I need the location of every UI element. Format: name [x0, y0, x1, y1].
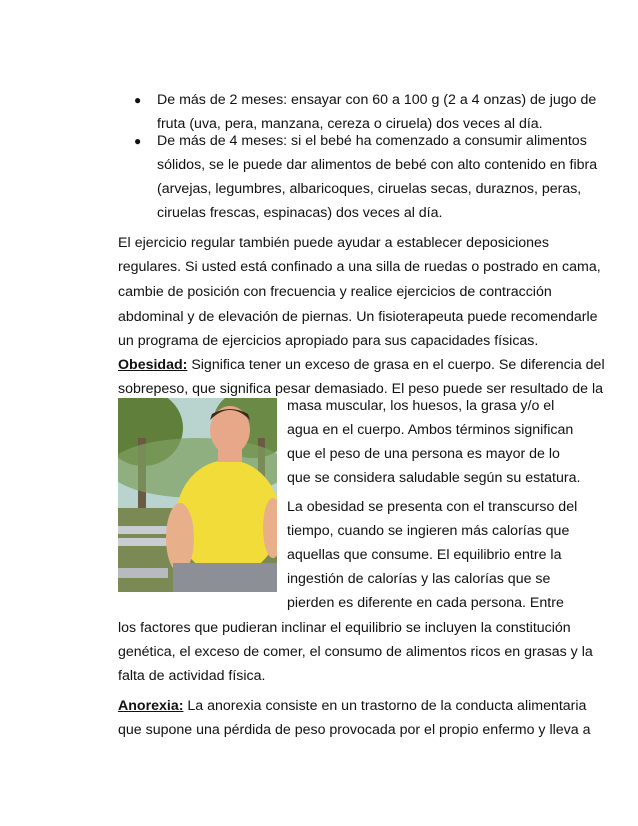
- anorexia-line-2: que supone una pérdida de peso provocada por el propio enfermo y lleva a: [118, 722, 591, 738]
- exercise-line-2: regulares. Si usted está confinado a una silla de ruedas o postrado en cama,: [118, 259, 601, 275]
- obesidad-wrap-2: agua en el cuerpo. Ambos términos significan: [287, 422, 574, 438]
- bullet-1-line-1: De más de 2 meses: ensayar con 60 a 100 g (2 a 4 onzas) de jugo de: [157, 92, 597, 108]
- obesidad-full-2: genética, el exceso de comer, el consumo de alimentos ricos en grasas y la: [118, 644, 593, 660]
- anorexia-heading: Anorexia:: [118, 698, 184, 714]
- obesidad-wrap-4: que se considera saludable según su estatura.: [287, 470, 581, 486]
- anorexia-line-1: [118, 694, 587, 718]
- obesidad-wrap-8: ingestión de calorías y las calorías que se: [287, 571, 551, 587]
- exercise-line-4: abdominal y de elevación de piernas. Un fisioterapeuta puede recomendarle: [118, 309, 598, 325]
- obesidad-wrap-5: La obesidad se presenta con el transcurso del: [287, 499, 578, 515]
- bullet-marker: ●: [134, 134, 142, 148]
- bullet-2-line-4: ciruelas frescas, espinacas) dos veces al día.: [157, 205, 443, 221]
- obesidad-line-2: sobrepeso, que significa pesar demasiado. El peso puede ser resultado de la: [118, 381, 604, 397]
- bullet-marker: ●: [134, 93, 142, 107]
- obesidad-wrap-3: que el peso de una persona es mayor de lo: [287, 446, 560, 462]
- obesidad-full-3: falta de actividad física.: [118, 668, 266, 684]
- overweight-man-photo: [118, 398, 277, 592]
- bullet-2-line-3: (arvejas, legumbres, albaricoques, ciruelas secas, duraznos, peras,: [157, 181, 582, 197]
- obesidad-line-1: [118, 353, 605, 377]
- obesidad-wrap-9: pierden es diferente en cada persona. Entre: [287, 595, 564, 611]
- bullet-1-line-2: fruta (uva, pera, manzana, cereza o ciruela) dos veces al día.: [157, 116, 543, 132]
- obesidad-line-1-text: Significa tener un exceso de grasa en el cuerpo. Se diferencia del: [187, 357, 605, 373]
- obesidad-full-1: los factores que pudieran inclinar el equilibrio se incluyen la constitución: [118, 620, 571, 636]
- bullet-2-line-2: sólidos, se le puede dar alimentos de bebé con alto contenido en fibra: [157, 157, 598, 173]
- obesidad-heading: Obesidad:: [118, 357, 188, 373]
- exercise-line-5: un programa de ejercicios apropiado para sus capacidades físicas.: [118, 333, 539, 349]
- obesidad-wrap-6: tiempo, cuando se ingieren más calorías que: [287, 523, 570, 539]
- obesidad-wrap-1: masa muscular, los huesos, la grasa y/o el: [287, 398, 555, 414]
- anorexia-line-1-text: La anorexia consiste en un trastorno de la conducta alimentaria: [183, 698, 587, 714]
- obesidad-wrap-7: aquellas que consume. El equilibrio entre la: [287, 547, 562, 563]
- bullet-2-line-1: De más de 4 meses: si el bebé ha comenzado a consumir alimentos: [157, 133, 587, 149]
- exercise-line-1: El ejercicio regular también puede ayudar a establecer deposiciones: [118, 235, 549, 251]
- exercise-line-3: cambie de posición con frecuencia y realice ejercicios de contracción: [118, 284, 552, 300]
